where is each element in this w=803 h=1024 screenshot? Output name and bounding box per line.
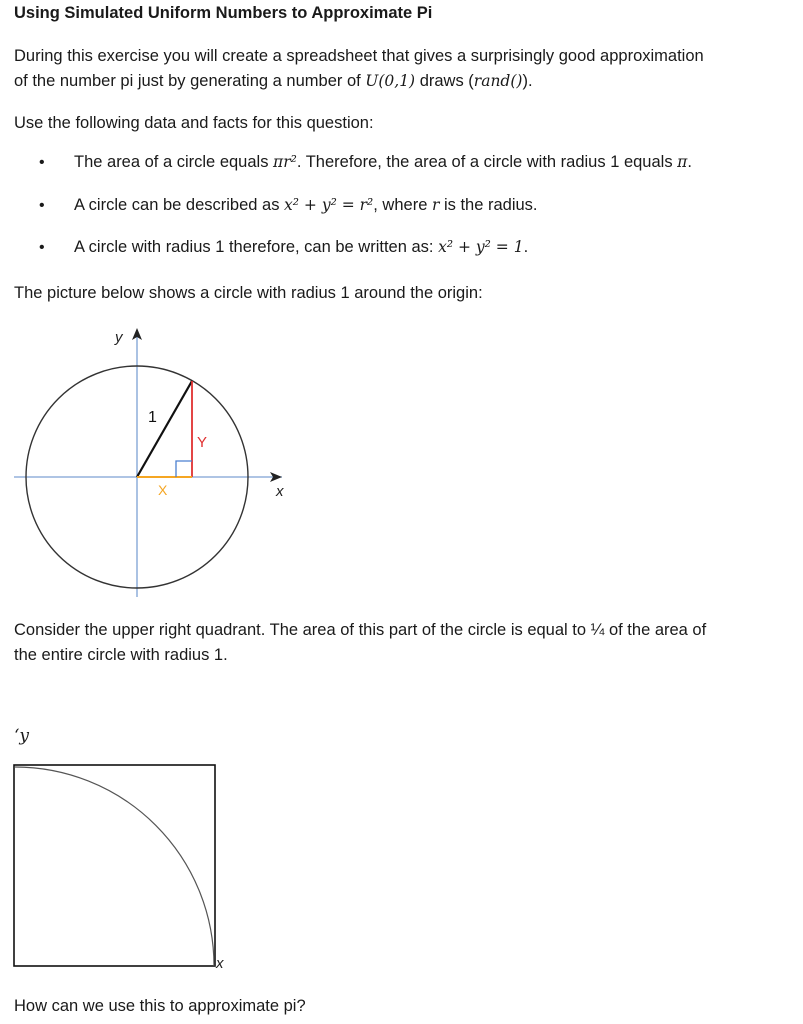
quadrant-line-2: the entire circle with radius 1. xyxy=(14,646,228,664)
intro-line-1: During this exercise you will create a spreadsheet that gives a surprisingly good approximation xyxy=(14,47,704,65)
y-segment-label: Y xyxy=(197,434,208,451)
bullet-item-2: A circle can be described as x² + y² = r², where r is the radius. xyxy=(74,196,538,214)
quadrant-paragraph xyxy=(14,618,794,668)
radius-label: 1 xyxy=(148,409,157,426)
quarter-circle-figure xyxy=(10,760,235,975)
x-segment-label: X xyxy=(158,482,168,498)
uniform-distribution-math: U(0,1) xyxy=(365,72,416,90)
figure-background xyxy=(10,320,292,595)
x-axis-label: x xyxy=(276,483,284,500)
page-title: Using Simulated Uniform Numbers to Approximate Pi xyxy=(14,4,433,22)
bullet-item-3: A circle with radius 1 therefore, can be written as: x² + y² = 1. xyxy=(74,238,529,256)
use-following-text: Use the following data and facts for this question: xyxy=(14,114,374,132)
y-axis-label: y xyxy=(115,329,123,346)
bullet-dot: • xyxy=(39,154,45,171)
unit-square xyxy=(14,765,215,966)
closing-question: How can we use this to approximate pi? xyxy=(14,997,306,1015)
quadrant-y-label: ‘y xyxy=(14,726,30,746)
bullet-dot: • xyxy=(39,197,45,214)
quadrant-line-1: Consider the upper right quadrant. The area of this part of the circle is equal to ¼ of the area of xyxy=(14,621,707,639)
intro-paragraph xyxy=(14,44,794,94)
bullet-item-1: The area of a circle equals πr². Therefore, the area of a circle with radius 1 equals π. xyxy=(74,153,692,171)
picture-caption: The picture below shows a circle with radius 1 around the origin: xyxy=(14,284,483,302)
rand-function-math: rand() xyxy=(473,72,523,90)
unit-circle-figure xyxy=(0,315,310,600)
quadrant-x-label: x xyxy=(216,955,224,972)
bullet-dot: • xyxy=(39,239,45,256)
intro-line-2: of the number pi just by generating a number of U(0,1) draws (rand()). xyxy=(14,72,533,90)
